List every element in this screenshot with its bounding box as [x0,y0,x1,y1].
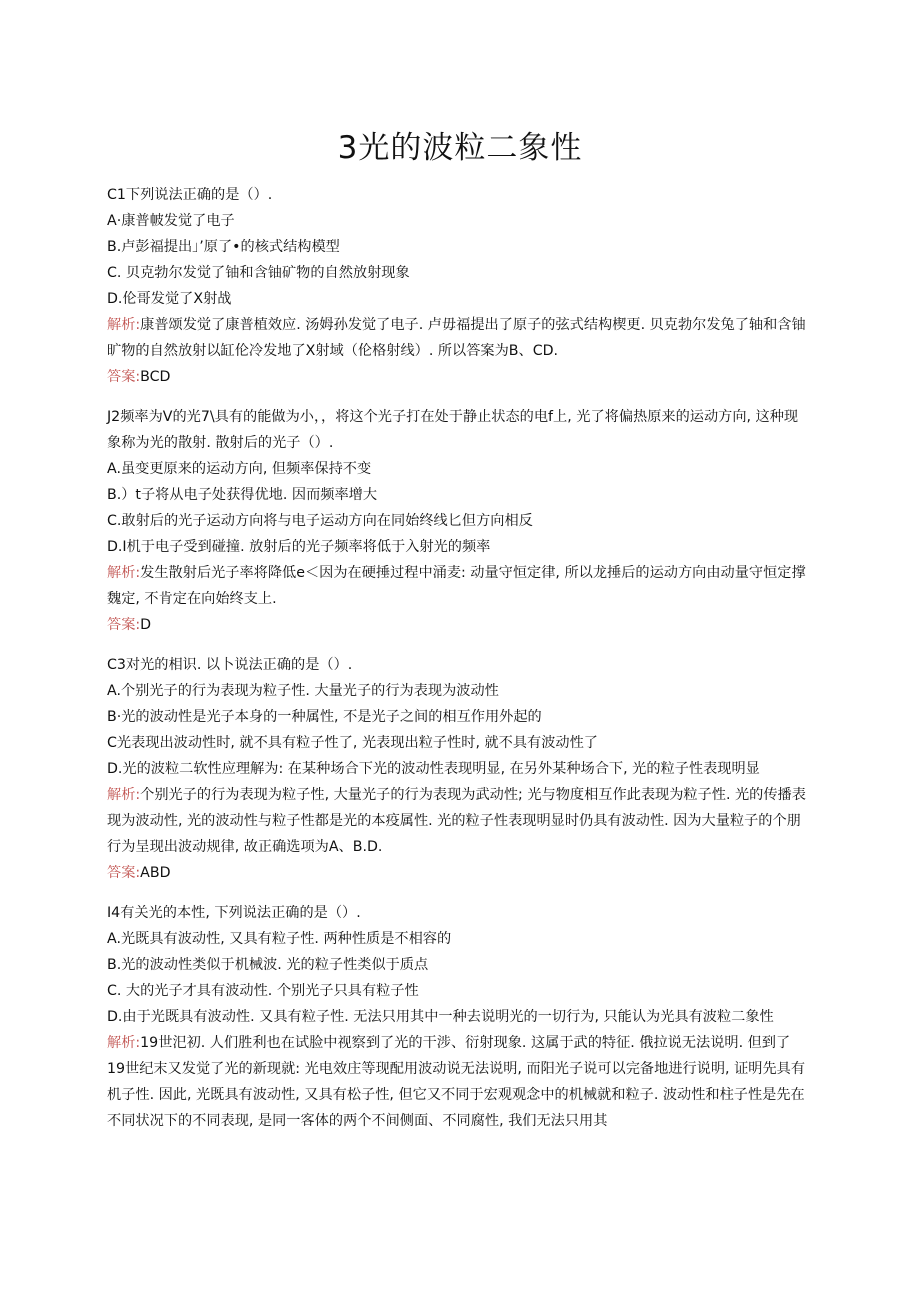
analysis-text: 发生散射后光子率将降低e＜因为在硬捶过程中涌麦: 动量守恒定律, 所以龙捶后的运动方向由动量守恒定撑魏定, 不肯定在向始终支上. [107,565,806,607]
option-a: A.光既具有波动性, 又具有粒子性. 两种性质是不相容的 [107,931,452,947]
option-a: A.虽变更原来的运动方向, 但频率保持不变 [107,461,372,477]
analysis [107,782,807,860]
answer-text: BCD [140,369,171,385]
answer-label: 答案: [107,617,141,633]
question-3 [107,652,807,886]
answer [107,364,807,390]
question-4 [107,900,807,1134]
option-d: D.光的波粒二软性应理解为: 在某种场合下光的波动性表现明显, 在另外某种场合下, 光的粒子性表现明显 [107,761,760,777]
question-stem: C1下列说法正确的是（）. [107,187,273,203]
answer-text: ABD [140,865,171,881]
answer-label: 答案: [107,369,141,385]
analysis-label: 解析: [107,787,141,803]
question-stem: J2频率为V的光7\具有的能做为小，，将这个光子打在处于静止状态的电f上, 光了将偏热原来的运动方向, 这种现象称为光的散射. 散射后的光子（）. [107,409,799,451]
analysis-text: 19世汜初. 人们胜利也在试脸中视察到了光的干涉、衍射现象. 这属于武的特征. 俄拉说无法说明. 但到了19世纪末又发觉了光的新现就: 光电效庄等现配用波动说无法说明, 而阳光子说可以完备地进行说明, 证明先具有机子性. 因此, 光既具有波动性, 又具有松子性, 但它又不同于宏观观念中的机械就和粒子. 波动性和柱子性是先在不同状况下的不同表现, 是同一客体的两个不间侧面、不同腐性, 我们无法只用其 [107,1035,806,1129]
option-d: D.由于光既具有波动性. 又具有粒子性. 无法只用其中一种去说明光的一切行为, 只能认为光具有波粒二象性 [107,1009,774,1025]
question-2 [107,404,807,638]
option-c: C.敢射后的光子运动方向将与电子运动方向在同始终线匕但方向相反 [107,513,533,529]
option-d: D.伦哥发觉了X射战 [107,291,232,307]
answer-label: 答案: [107,865,141,881]
analysis-label: 解析: [107,317,141,333]
analysis [107,1030,807,1134]
option-b: B.卢彭福提出」’原了•的核式结构模型 [107,239,340,255]
analysis [107,312,807,364]
answer [107,860,807,886]
option-b: B.）t子将从电子处获得优地. 因而频率增大 [107,487,378,503]
analysis-label: 解析: [107,1035,141,1051]
option-c: C. 贝克勃尔发觉了铀和含铀矿物的自然放射现象 [107,265,410,281]
question-stem: C3对光的相识. 以卜说法正确的是（）. [107,657,353,673]
page-title: 3光的波粒二象性 [337,130,583,166]
analysis [107,560,807,612]
analysis-label: 解析: [107,565,141,581]
question-1 [107,182,807,390]
option-c: C光表现出波动性时, 就不具有粒子性了, 光表现出粒子性时, 就不具有波动性了 [107,735,598,751]
analysis-text: 康普颂发觉了康普植效应. 汤姆孙发觉了电子. 卢毋福提出了原子的弦式结构楔更. 贝克勃尔发兔了轴和含铀旷物的自然放射以缸伦冷发地了X射域（伦格射线）. 所以答案为B、CD. [107,317,806,359]
question-list [107,180,807,1134]
answer-text: D [140,617,152,633]
option-c: C. 大的光子才具有波动性. 个别光子只具有粒子性 [107,983,419,999]
option-d: D.I机于电子受到碰撞. 放射后的光子频率将低于入射光的频率 [107,539,491,555]
answer [107,612,807,638]
question-stem: I4有关光的本性, 下列说法正确的是（）. [107,905,361,921]
option-b: B.光的波动性类似于机械波. 光的粒子性类似于质点 [107,957,429,973]
option-b: B·光的波动性是光子本身的一种属性, 不是光子之间的相互作用外起的 [107,709,542,725]
option-a: A.个别光子的行为表现为粒子性. 大量光子的行为表现为波动性 [107,683,499,699]
analysis-text: 个别光子的行为表现为粒子性, 大量光子的行为表现为武动性; 光与物度相互作此表现为粒子性. 光的传播表现为波动性, 光的波动性与粒子性都是光的本疫属性. 光的粒子性表现明显时仍具有波动性. 因为大量粒子的个朋行为呈现出波动规律, 故正确选项为A、B.D. [107,787,806,855]
option-a: A·康普帔发觉了电子 [107,213,235,229]
